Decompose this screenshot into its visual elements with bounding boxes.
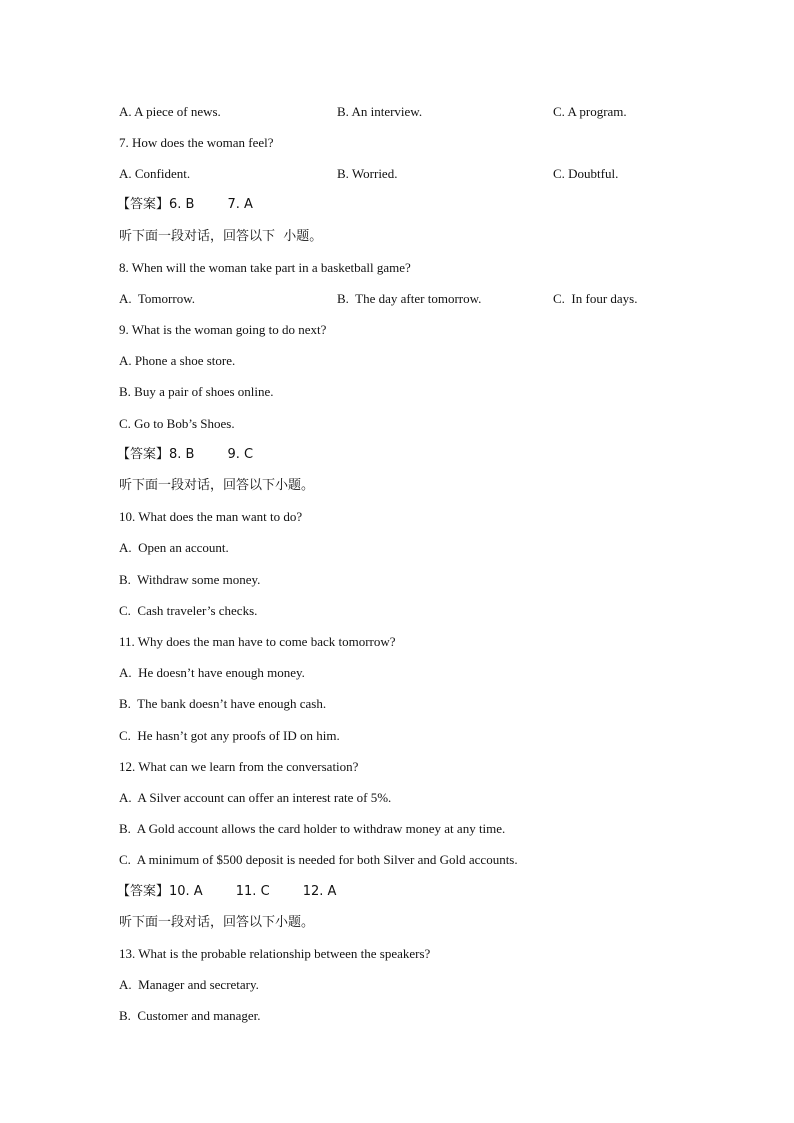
- q9-option-a: A. Phone a shoe store.: [119, 353, 236, 368]
- q11-option-c: C. He hasn’t got any proofs of ID on him.: [119, 728, 340, 743]
- instruction-13: 听下面一段对话，回答以下小题。: [119, 915, 315, 930]
- q8-option-b: B. The day after tomorrow.: [337, 291, 482, 306]
- instruction-8-9: 听下面一段对话，回答以下 小题。: [119, 229, 323, 244]
- q13-option-b: B. Customer and manager.: [119, 1008, 261, 1023]
- q13-question: 13. What is the probable relationship between the speakers?: [119, 946, 431, 961]
- q11-option-b: B. The bank doesn’t have enough cash.: [119, 696, 327, 711]
- answer-10-12: 【答案】10. A 11. C 12. A: [117, 884, 337, 899]
- q11-option-a: A. He doesn’t have enough money.: [119, 665, 305, 680]
- answer-6-7: 【答案】6. B 7. A: [117, 197, 253, 212]
- q10-option-c: C. Cash traveler’s checks.: [119, 603, 258, 618]
- q8-option-c: C. In four days.: [553, 291, 638, 306]
- q10-option-b: B. Withdraw some money.: [119, 572, 261, 587]
- q6-option-c: C. A program.: [553, 104, 627, 119]
- q11-question: 11. Why does the man have to come back tomorrow?: [119, 634, 396, 649]
- q12-option-c: C. A minimum of $500 deposit is needed for both Silver and Gold accounts.: [119, 852, 518, 867]
- instruction-10-12: 听下面一段对话，回答以下小题。: [119, 478, 315, 493]
- q10-option-a: A. Open an account.: [119, 540, 229, 555]
- q7-option-c: C. Doubtful.: [553, 166, 619, 181]
- q7-question: 7. How does the woman feel?: [119, 135, 274, 150]
- q10-question: 10. What does the man want to do?: [119, 509, 303, 524]
- q9-option-b: B. Buy a pair of shoes online.: [119, 384, 274, 399]
- q9-option-c: C. Go to Bob’s Shoes.: [119, 416, 235, 431]
- q12-option-a: A. A Silver account can offer an interest rate of 5%.: [119, 790, 392, 805]
- q8-question: 8. When will the woman take part in a basketball game?: [119, 260, 411, 275]
- q12-question: 12. What can we learn from the conversation?: [119, 759, 359, 774]
- q7-option-a: A. Confident.: [119, 166, 191, 181]
- answer-8-9: 【答案】8. B 9. C: [117, 447, 254, 462]
- q13-option-a: A. Manager and secretary.: [119, 977, 259, 992]
- q6-option-b: B. An interview.: [337, 104, 423, 119]
- q7-option-b: B. Worried.: [337, 166, 398, 181]
- q12-option-b: B. A Gold account allows the card holder to withdraw money at any time.: [119, 821, 506, 836]
- q8-option-a: A. Tomorrow.: [119, 291, 196, 306]
- q6-option-a: A. A piece of news.: [119, 104, 221, 119]
- q9-question: 9. What is the woman going to do next?: [119, 322, 327, 337]
